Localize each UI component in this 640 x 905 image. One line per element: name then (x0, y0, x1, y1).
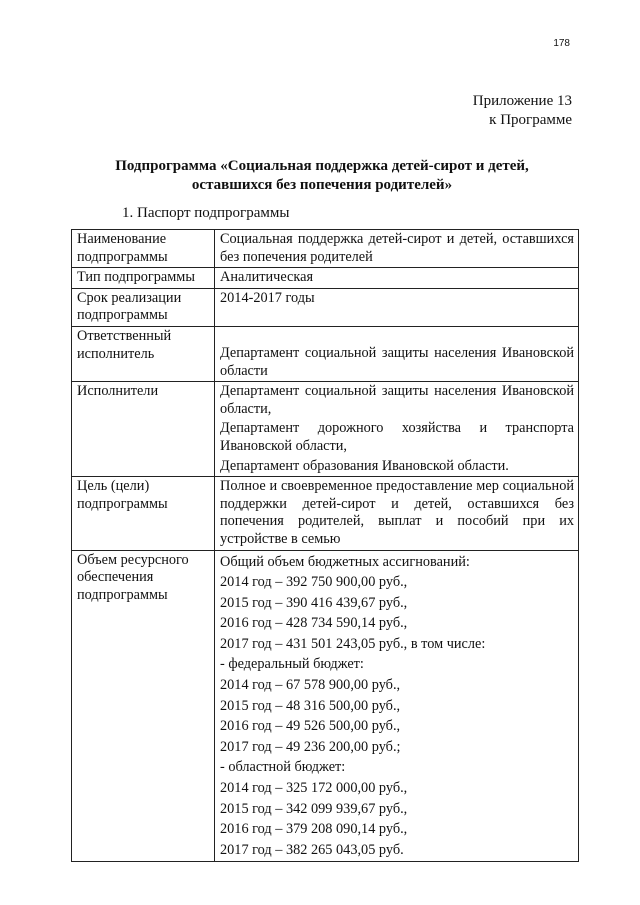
table-row (72, 230, 579, 268)
row-value-type: Аналитическая (215, 268, 579, 289)
funding-line: - областной бюджет: (220, 759, 346, 776)
row-label-term: Срок реализации подпрограммы (72, 288, 215, 326)
funding-line: - федеральный бюджет: (220, 656, 364, 673)
table-row (72, 288, 579, 326)
passport-table (71, 229, 579, 862)
table-row (72, 550, 579, 862)
funding-line: 2016 год – 379 208 090,14 руб., (220, 821, 408, 838)
page-number: 178 (553, 38, 570, 49)
title-line-1: Подпрограмма «Социальная поддержка детей-сирот и детей, (115, 158, 529, 174)
table-row (72, 326, 579, 381)
executor-3: Департамент образования Ивановской области. (220, 457, 509, 474)
funding-line: 2016 год – 428 734 590,14 руб., (220, 615, 408, 632)
row-value-term: 2014-2017 годы (215, 288, 579, 326)
funding-line: 2015 год – 48 316 500,00 руб., (220, 697, 401, 714)
funding-line: 2015 год – 342 099 939,67 руб., (220, 800, 408, 817)
subprogram-title (72, 157, 572, 195)
row-label-name: Наименование подпрограммы (72, 230, 215, 268)
row-label-executors: Исполнители (72, 382, 215, 477)
row-label-goal: Цель (цели) подпрограммы (72, 477, 215, 550)
row-value-responsible (215, 326, 579, 381)
row-value-goal (215, 477, 579, 550)
funding-line: 2017 год – 49 236 200,00 руб.; (220, 738, 401, 755)
row-value-name (215, 230, 579, 268)
responsible-value-text: Департамент социальной защиты населения Ивановской области (220, 344, 574, 379)
appendix-reference (473, 92, 572, 130)
row-value-funding (215, 550, 579, 862)
table-row (72, 268, 579, 289)
row-label-funding: Объем ресурсного обеспечения подпрограммы (72, 550, 215, 862)
funding-line: 2017 год – 382 265 043,05 руб. (220, 841, 404, 858)
name-value-text: Социальная поддержка детей-сирот и детей, оставшихся без попечения родителей (220, 231, 574, 265)
table-row (72, 477, 579, 550)
funding-line: 2014 год – 392 750 900,00 руб., (220, 574, 408, 591)
executor-2: Департамент дорожного хозяйства и транспорта Ивановской области, (220, 420, 574, 454)
section-heading: 1. Паспорт подпрограммы (122, 205, 290, 221)
row-label-type: Тип подпрограммы (72, 268, 215, 289)
funding-line: 2017 год – 431 501 243,05 руб., в том числе: (220, 635, 486, 652)
title-line-2: оставшихся без попечения родителей» (191, 177, 453, 193)
funding-line: 2016 год – 49 526 500,00 руб., (220, 718, 401, 735)
table-row (72, 382, 579, 477)
goal-value-text: Полное и своевременное предоставление мер социальной поддержки детей-сирот и детей, оставшихся без попечения родителей, выплат и пособий при их устройстве в семью (220, 478, 574, 547)
executor-1: Департамент социальной защиты населения Ивановской области, (220, 383, 574, 417)
row-label-responsible: Ответственный исполнитель (72, 326, 215, 381)
funding-line: Общий объем бюджетных ассигнований: (220, 553, 470, 570)
appendix-line-1: Приложение 13 (472, 93, 572, 109)
appendix-line-2: к Программе (489, 112, 572, 128)
funding-line: 2015 год – 390 416 439,67 руб., (220, 594, 408, 611)
funding-line: 2014 год – 67 578 900,00 руб., (220, 677, 401, 694)
row-value-executors (215, 382, 579, 477)
funding-line: 2014 год – 325 172 000,00 руб., (220, 780, 408, 797)
